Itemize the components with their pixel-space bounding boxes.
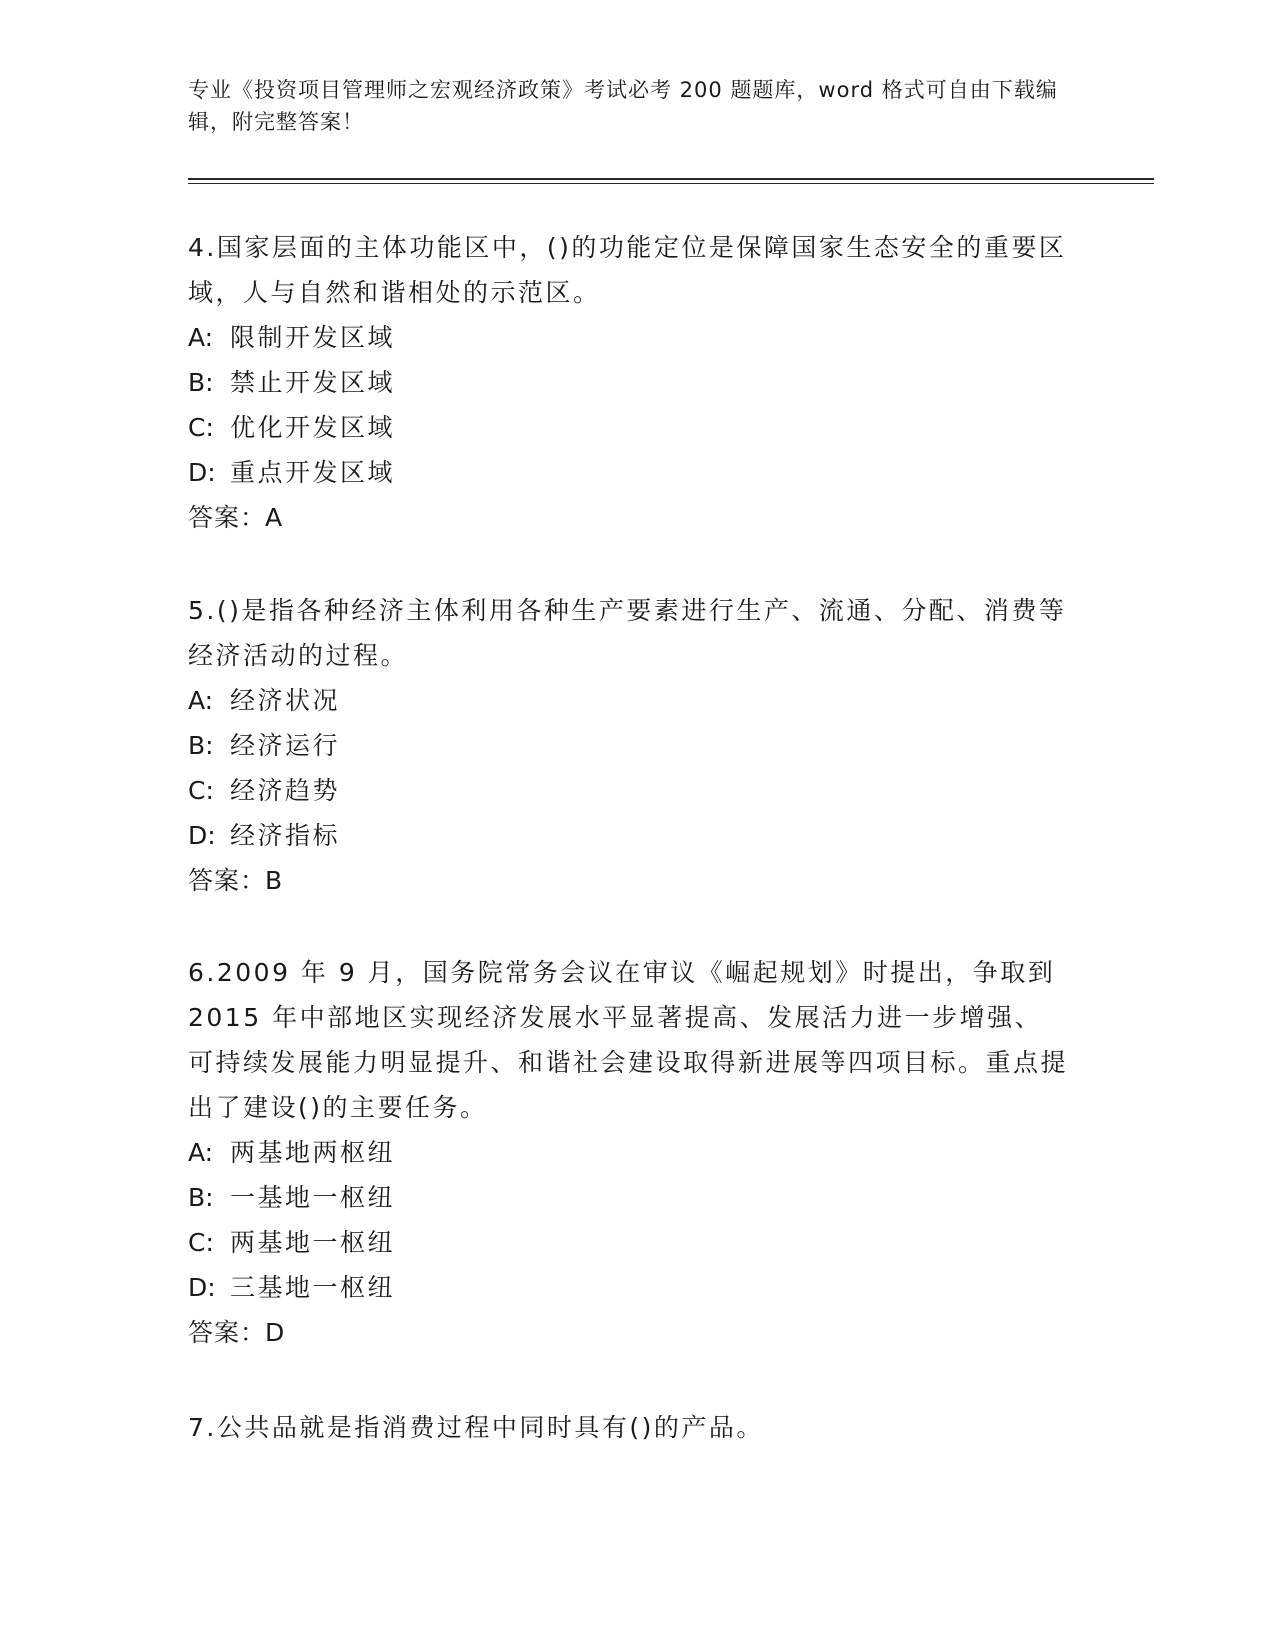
answer-line xyxy=(188,858,1068,903)
question-stem: 7.公共品就是指消费过程中同时具有()的产品。 xyxy=(188,1413,764,1442)
option-letter: C: xyxy=(188,413,214,442)
option-text: 三基地一枢纽 xyxy=(230,1273,396,1302)
option-letter: B: xyxy=(188,731,214,760)
option-c xyxy=(188,405,1068,450)
option-text: 经济状况 xyxy=(230,686,341,715)
question-6 xyxy=(188,950,1068,1355)
option-a xyxy=(188,1130,1068,1175)
answer-colon: ： xyxy=(240,1318,266,1347)
option-letter: B: xyxy=(188,368,214,397)
option-a xyxy=(188,315,1068,360)
option-letter: D: xyxy=(188,458,216,487)
option-text: 优化开发区域 xyxy=(230,413,396,442)
option-b xyxy=(188,360,1068,405)
option-letter: C: xyxy=(188,1228,214,1257)
answer-line xyxy=(188,1310,1068,1355)
answer-label: 答案 xyxy=(188,1318,241,1347)
option-letter: C: xyxy=(188,776,214,805)
answer-colon: ： xyxy=(240,866,266,895)
option-letter: A: xyxy=(188,686,214,715)
question-5 xyxy=(188,588,1068,903)
option-c xyxy=(188,1220,1068,1265)
question-stem: 6.2009 年 9 月，国务院常务会议在审议《崛起规划》时提出，争取到 2015 年中部地区实现经济发展水平显著提高、发展活力进一步增强、可持续发展能力明显提升、和谐社会建设取得新进展等四项目标。重点提出了建设()的主要任务。 xyxy=(188,958,1069,1122)
answer-value: D xyxy=(265,1318,285,1347)
option-text: 重点开发区域 xyxy=(230,458,396,487)
option-text: 两基地两枢纽 xyxy=(230,1138,396,1167)
option-text: 禁止开发区域 xyxy=(230,368,396,397)
option-b xyxy=(188,723,1068,768)
question-7 xyxy=(188,1405,1068,1450)
option-d xyxy=(188,1265,1068,1310)
option-text: 限制开发区域 xyxy=(230,323,396,352)
header-divider-thin xyxy=(188,183,1154,184)
question-4 xyxy=(188,225,1068,540)
option-b xyxy=(188,1175,1068,1220)
option-letter: A: xyxy=(188,1138,214,1167)
option-a xyxy=(188,678,1068,723)
question-stem: 4.国家层面的主体功能区中，()的功能定位是保障国家生态安全的重要区域，人与自然和谐相处的示范区。 xyxy=(188,233,1067,307)
option-text: 一基地一枢纽 xyxy=(230,1183,396,1212)
document-header: 专业《投资项目管理师之宏观经济政策》考试必考 200 题题库，word 格式可自由下载编辑，附完整答案！ xyxy=(188,78,1058,134)
answer-label: 答案 xyxy=(188,503,241,532)
answer-value: B xyxy=(265,866,283,895)
option-letter: B: xyxy=(188,1183,214,1212)
option-text: 经济指标 xyxy=(230,821,341,850)
answer-label: 答案 xyxy=(188,866,241,895)
option-letter: A: xyxy=(188,323,214,352)
option-letter: D: xyxy=(188,1273,216,1302)
option-d xyxy=(188,450,1068,495)
answer-line xyxy=(188,495,1068,540)
option-text: 经济趋势 xyxy=(230,776,341,805)
question-stem: 5.()是指各种经济主体利用各种生产要素进行生产、流通、分配、消费等经济活动的过程。 xyxy=(188,596,1067,670)
option-text: 经济运行 xyxy=(230,731,341,760)
option-c xyxy=(188,768,1068,813)
option-text: 两基地一枢纽 xyxy=(230,1228,396,1257)
header-divider-thick xyxy=(188,178,1154,180)
option-d xyxy=(188,813,1068,858)
answer-value: A xyxy=(265,503,283,532)
option-letter: D: xyxy=(188,821,216,850)
answer-colon: ： xyxy=(240,503,266,532)
